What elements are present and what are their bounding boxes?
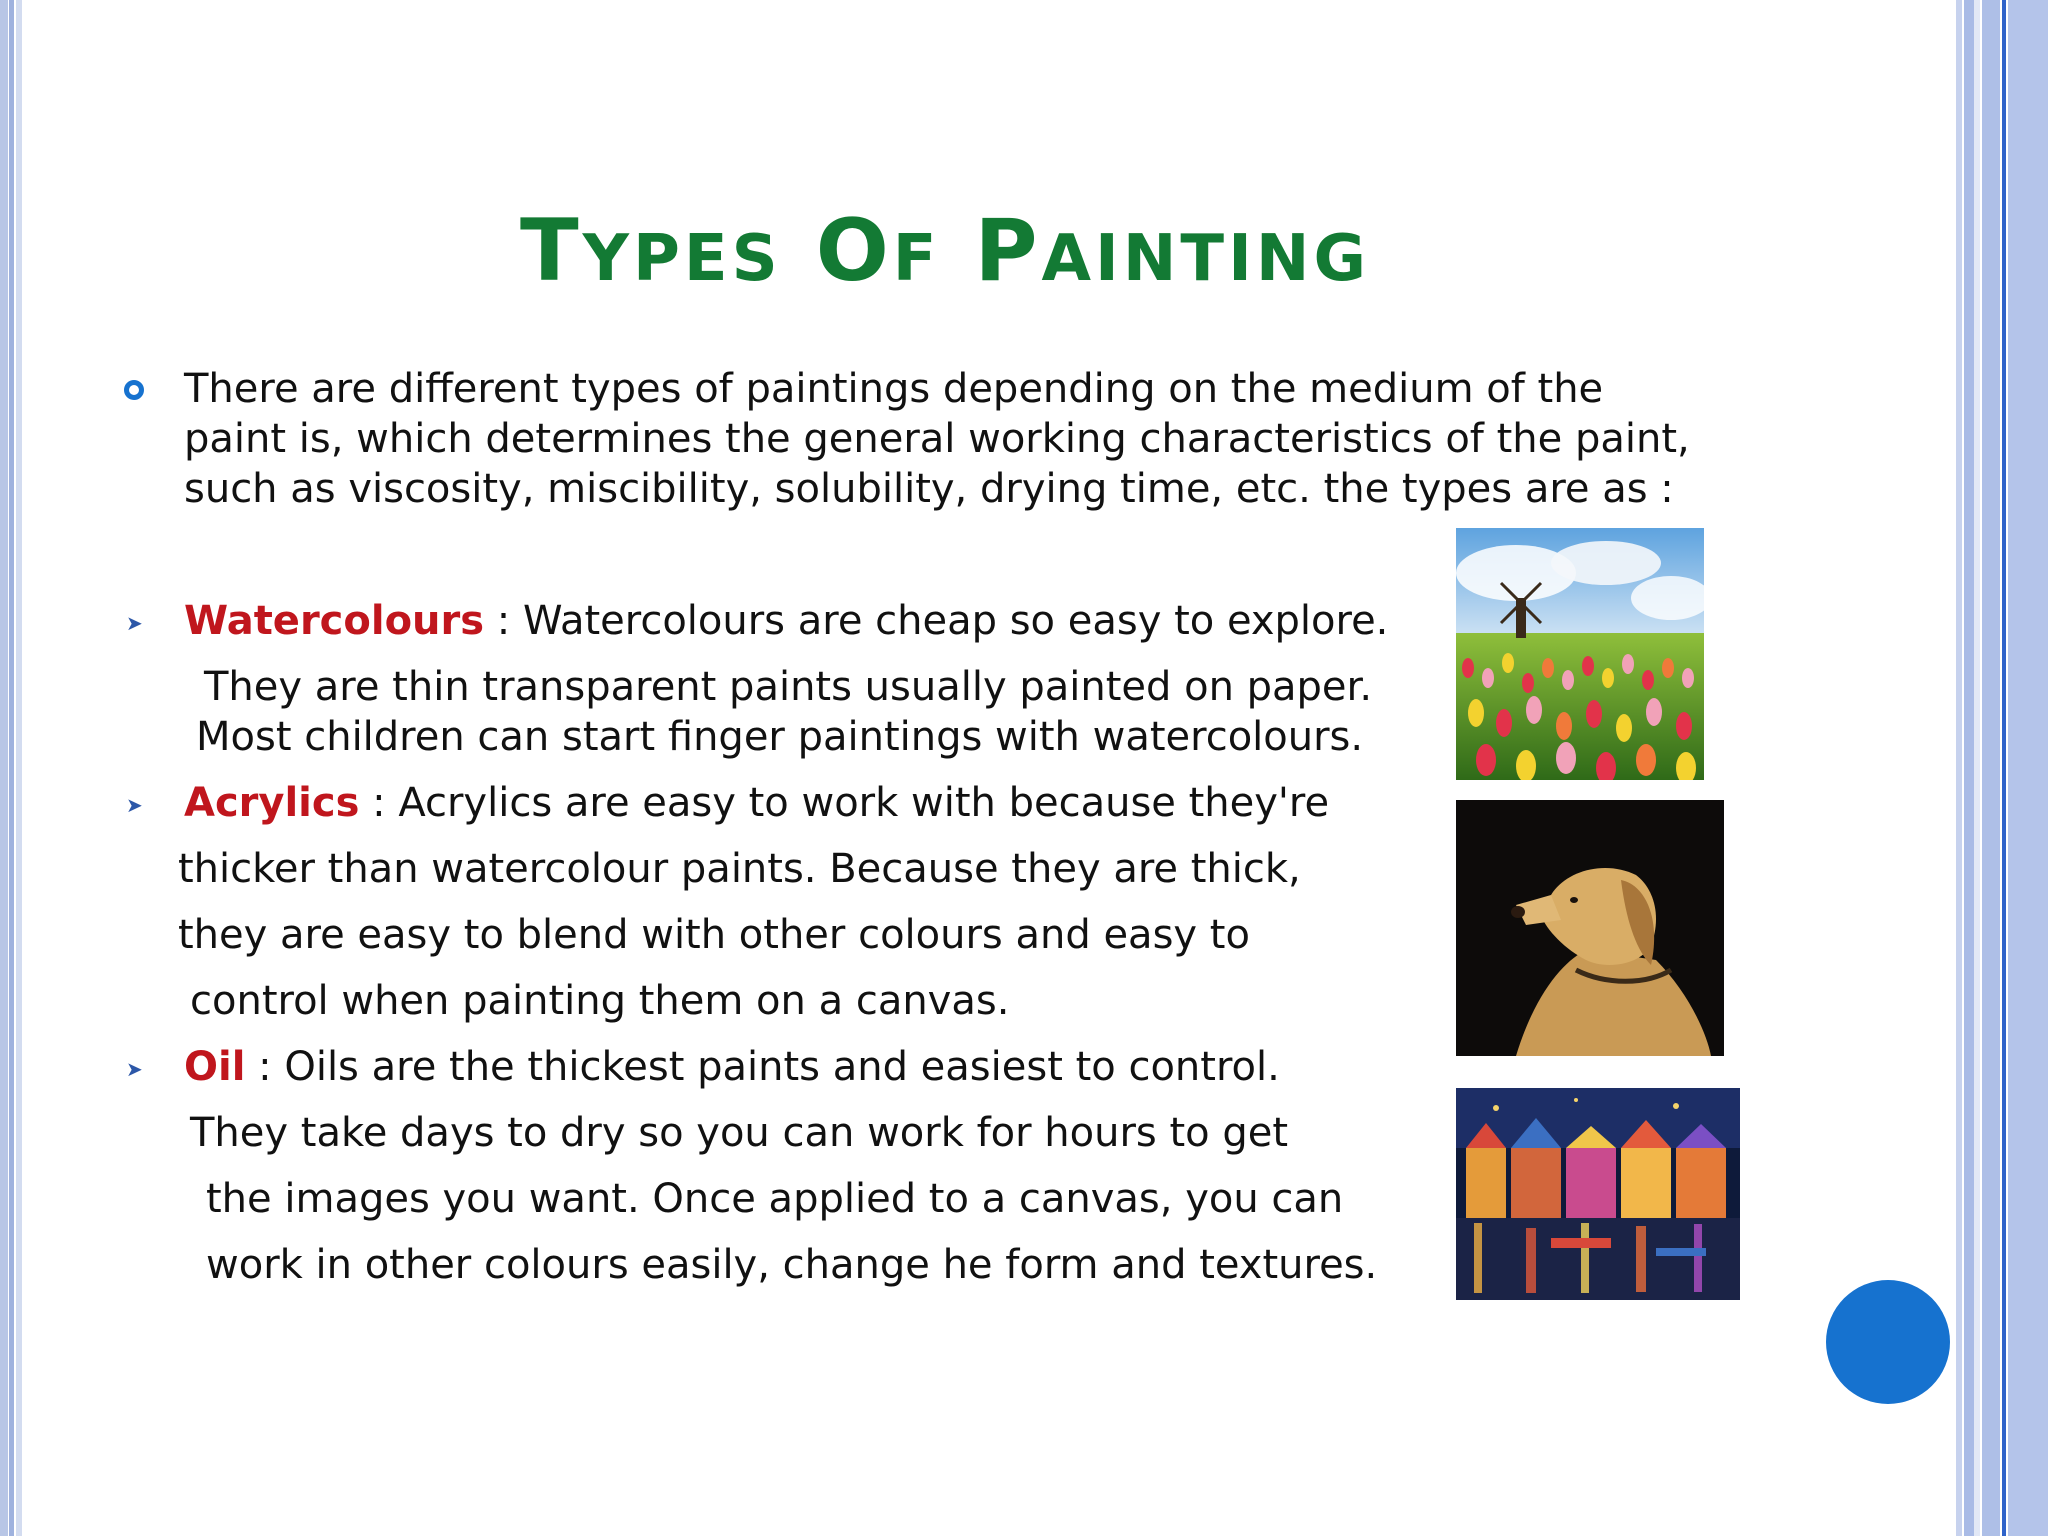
night-harbor-houses-painting: [1456, 1088, 1740, 1300]
hollow-circle-bullet-icon: [124, 380, 144, 400]
oil-line: the images you want. Once applied to a canvas, you can: [206, 1176, 1344, 1222]
acrylics-first-line: Acrylics : Acrylics are easy to work with because they're: [184, 780, 1330, 826]
intro-line: paint is, which determines the general working characteristics of the paint,: [184, 416, 1690, 462]
watercolours-line: Most children can start finger paintings with watercolours.: [196, 714, 1364, 760]
oil-term: Oil: [184, 1044, 246, 1090]
oil-line: They take days to dry so you can work for hours to get: [190, 1110, 1289, 1156]
watercolours-first-line: Watercolours : Watercolours are cheap so easy to explore.: [184, 598, 1389, 644]
watercolours-line: They are thin transparent paints usually painted on paper.: [204, 664, 1373, 710]
watercolours-term: Watercolours: [184, 598, 485, 644]
oil-first-line: Oil : Oils are the thickest paints and easiest to control.: [184, 1044, 1280, 1090]
acrylics-term: Acrylics: [184, 780, 360, 826]
arrowhead-bullet-icon: ➤: [126, 793, 143, 817]
left-border-decoration: [0, 0, 28, 1536]
golden-retriever-painting: [1456, 800, 1724, 1056]
oil-line: work in other colours easily, change he form and textures.: [206, 1242, 1378, 1288]
intro-line: such as viscosity, miscibility, solubility, drying time, etc. the types are as :: [184, 466, 1674, 512]
intro-paragraph: [184, 364, 1764, 514]
tulip-windmill-painting: [1456, 528, 1704, 780]
right-border-decoration: [1956, 0, 2048, 1536]
acrylics-line: control when painting them on a canvas.: [190, 978, 1010, 1024]
arrowhead-bullet-icon: ➤: [126, 611, 143, 635]
acrylics-line: they are easy to blend with other colours and easy to: [178, 912, 1250, 958]
accent-circle: [1826, 1280, 1950, 1404]
acrylics-line: thicker than watercolour paints. Because they are thick,: [178, 846, 1301, 892]
arrowhead-bullet-icon: ➤: [126, 1057, 143, 1081]
slide-title: TYPES OF PAINTING: [520, 201, 1370, 301]
intro-line: There are different types of paintings depending on the medium of the: [184, 366, 1604, 412]
